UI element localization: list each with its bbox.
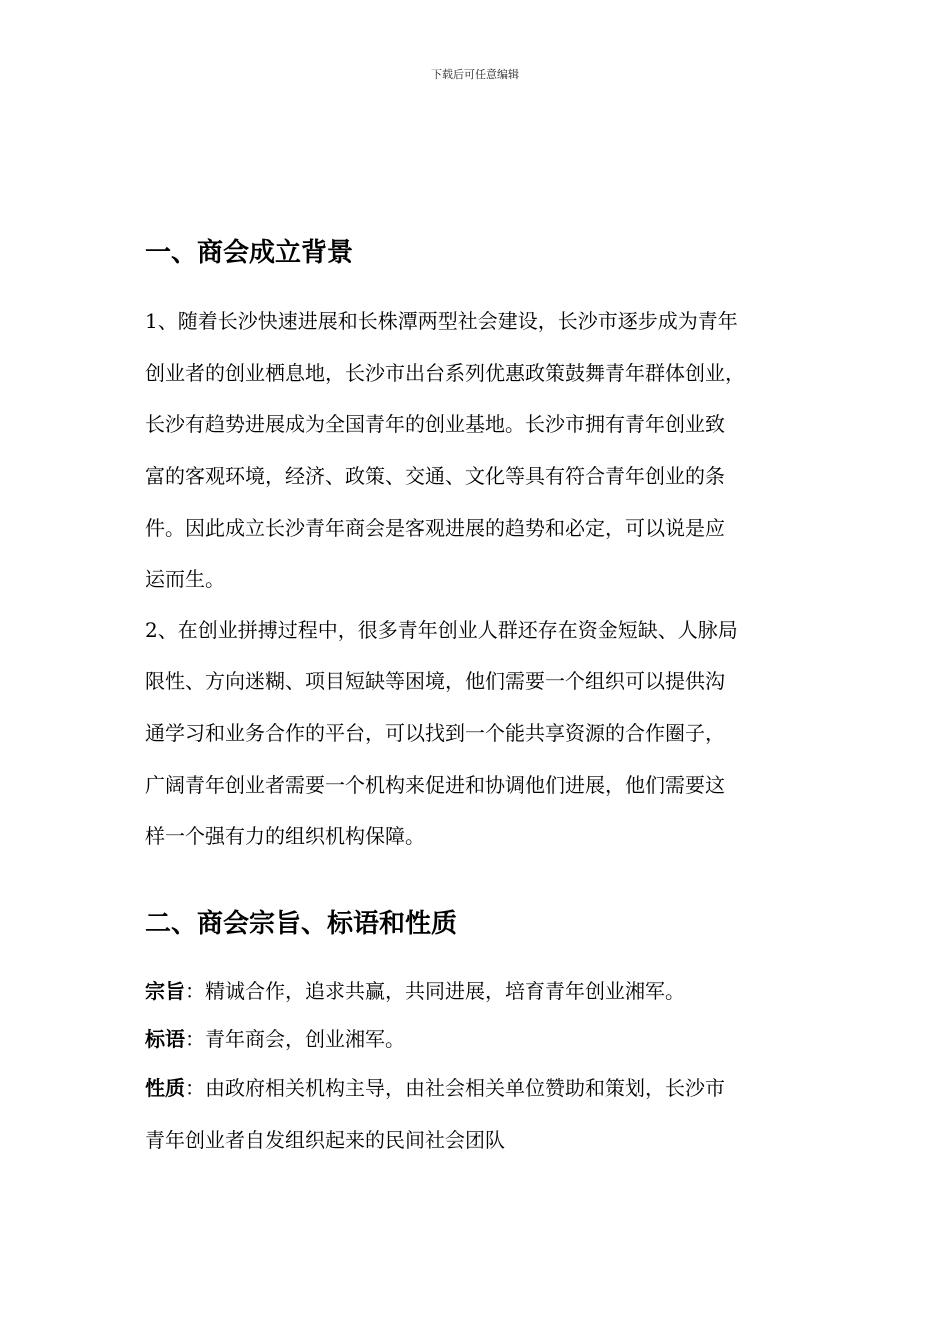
purpose-line bbox=[145, 975, 685, 1004]
paragraph-line: 长沙有趋势进展成为全国青年的创业基地。长沙市拥有青年创业致 bbox=[145, 412, 725, 436]
slogan-line bbox=[145, 1023, 405, 1052]
nature-text: ：由政府相关机构主导，由社会相关单位赞助和策划，长沙市 bbox=[185, 1076, 725, 1100]
paragraph-line: 限性、方向迷糊、项目短缺等困境，他们需要一个组织可以提供沟 bbox=[145, 669, 725, 693]
paragraph-line: 1、随着长沙快速进展和长株潭两型社会建设，长沙市逐步成为青年 bbox=[145, 309, 738, 333]
paragraph-line: 广阔青年创业者需要一个机构来促进和协调他们进展，他们需要这 bbox=[145, 773, 725, 797]
purpose-text: ：精诚合作，追求共赢，共同进展，培育青年创业湘军。 bbox=[185, 979, 685, 1003]
nature-label: 性质 bbox=[145, 1076, 185, 1100]
page-header-note: 下载后可任意编辑 bbox=[431, 68, 519, 81]
nature-line bbox=[145, 1072, 725, 1101]
section-2-heading: 二、商会宗旨、标语和性质 bbox=[145, 909, 458, 939]
paragraph-line: 样一个强有力的组织机构保障。 bbox=[145, 824, 425, 848]
paragraph-line: 件。因此成立长沙青年商会是客观进展的趋势和必定，可以说是应 bbox=[145, 516, 725, 540]
slogan-text: ：青年商会，创业湘军。 bbox=[185, 1027, 405, 1051]
paragraph-line: 运而生。 bbox=[145, 567, 225, 591]
paragraph-line: 创业者的创业栖息地，长沙市出台系列优惠政策鼓舞青年群体创业， bbox=[145, 361, 745, 385]
paragraph-line: 2、在创业拼搏过程中，很多青年创业人群还存在资金短缺、人脉局 bbox=[145, 618, 738, 642]
section-1-heading: 一、商会成立背景 bbox=[145, 238, 354, 268]
nature-continuation-line: 青年创业者自发组织起来的民间社会团队 bbox=[145, 1128, 505, 1152]
paragraph-line: 富的客观环境，经济、政策、交通、文化等具有符合青年创业的条 bbox=[145, 464, 725, 488]
slogan-label: 标语 bbox=[145, 1027, 185, 1051]
purpose-label: 宗旨 bbox=[145, 979, 185, 1003]
paragraph-line: 通学习和业务合作的平台，可以找到一个能共享资源的合作圈子， bbox=[145, 721, 725, 745]
